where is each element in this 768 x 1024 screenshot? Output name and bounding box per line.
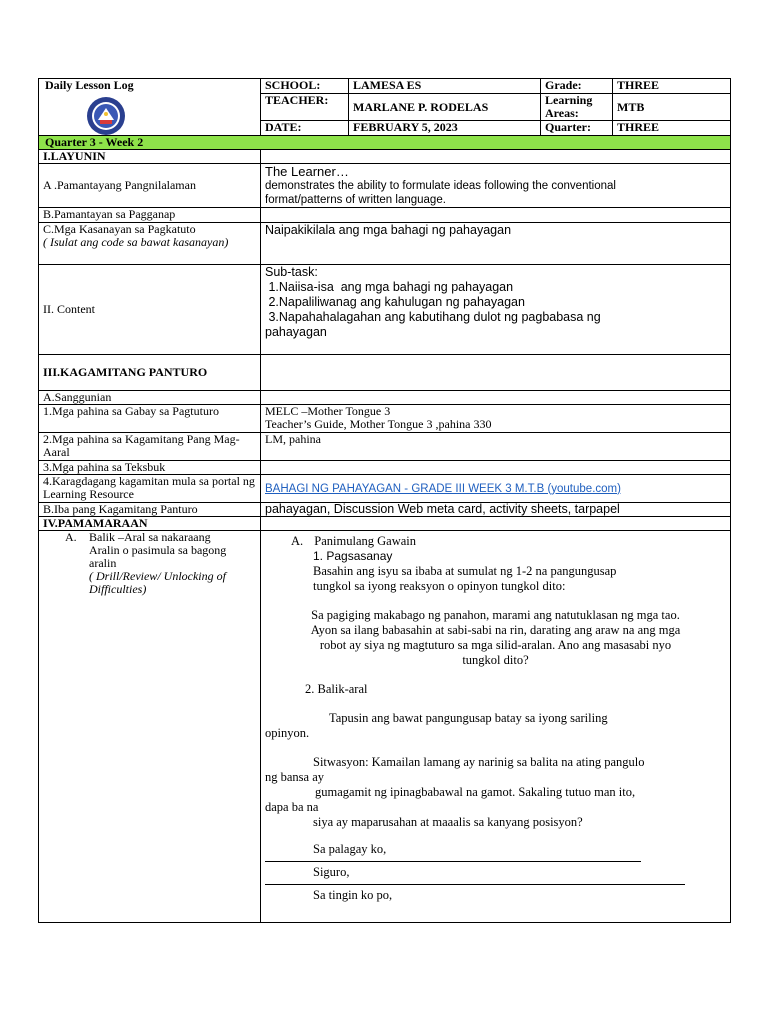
step-1-text-2: tungkol sa iyong reaksyon o opinyon tungkol dito: [313, 579, 566, 593]
kasanayan-label: C.Mga Kasanayan sa Pagkatuto [43, 222, 196, 236]
quarter-value: THREE [613, 121, 731, 136]
youtube-link[interactable]: BAHAGI NG PAHAYAGAN - GRADE III WEEK 3 M.T.B (youtube.com) [265, 482, 621, 495]
gabay-line-2: Teacher’s Guide, Mother Tongue 3 ,pahina 330 [265, 417, 492, 431]
balik-note: ( Drill/Review/ Unlocking of Difficulties) [89, 569, 226, 596]
balik-cell [39, 531, 261, 923]
date-value: FEBRUARY 5, 2023 [349, 121, 541, 136]
palagay-answer-line[interactable] [265, 861, 641, 862]
sitwasyon-line-1: Sitwasyon: Kamailan lamang ay narinig sa balita na ating pangulo [313, 755, 645, 769]
teksbuk-label: 3.Mga pahina sa Teksbuk [39, 461, 261, 475]
sitwasyon-line-2: ng bansa ay [265, 770, 325, 784]
teacher-value: MARLANE P. RODELAS [349, 94, 541, 121]
lesson-table [38, 78, 731, 923]
learning-label: Learning Areas: [541, 94, 613, 121]
pamantayang-label: A .Pamantayang Pangnilalaman [39, 164, 261, 208]
procedure-cell [261, 531, 731, 923]
balik-letter: A. [65, 530, 77, 544]
content-line-3: 3.Napahahalagahan ang kabutihang dulot ng pagbabasa ng [265, 310, 601, 324]
sitwasyon-line-4: dapa ba na [265, 800, 319, 814]
sitwasyon-line-5: siya ay maparusahan at maaalis sa kanyang posisyon? [313, 815, 583, 829]
pamantayang-value [261, 164, 731, 208]
deped-seal-logo [86, 96, 126, 136]
pamamaraan-heading: IV.PAMAMARAAN [39, 517, 261, 531]
layunin-heading: I.LAYUNIN [39, 150, 261, 164]
iba-value: pahayagan, Discussion Web meta card, activity sheets, tarpapel [261, 503, 731, 517]
mag-aaral-label: 2.Mga pahina sa Kagamitang Pang Mag-Aaral [39, 433, 261, 461]
kasanayan-note: ( Isulat ang code sa bawat kasanayan) [43, 235, 229, 249]
procedure-heading-row [265, 534, 726, 549]
mag-aaral-value: LM, pahina [261, 433, 731, 461]
quarter-week-banner: Quarter 3 - Week 2 [39, 136, 731, 150]
procedure-letter: A. [291, 534, 304, 548]
school-label: SCHOOL: [261, 79, 349, 94]
step-2-title: 2. Balik-aral [305, 682, 368, 696]
pamantayang-line-2: demonstrates the ability to formulate ideas following the conventional [265, 180, 616, 192]
learning-value: MTB [613, 94, 731, 121]
content-label: II. Content [39, 265, 261, 355]
quarter-label: Quarter: [541, 121, 613, 136]
kasanayan-value: Naipakikilala ang mga bahagi ng pahayagan [261, 223, 731, 265]
content-value [261, 265, 731, 355]
content-subtask: Sub-task: [265, 265, 318, 279]
paragraph-line-1: Sa pagiging makabago ng panahon, marami ang natutuklasan ng mga tao. [311, 608, 680, 622]
content-line-4: pahayagan [265, 325, 327, 339]
palagay-line: Sa palagay ko, [313, 842, 387, 856]
gabay-label: 1.Mga pahina sa Gabay sa Pagtuturo [39, 405, 261, 433]
iba-label: B.Iba pang Kagamitang Panturo [39, 503, 261, 517]
pagganap-label: B.Pamantayan sa Pagganap [39, 208, 261, 223]
pamantayang-line-3: format/patterns of written language. [265, 194, 446, 206]
grade-value: THREE [613, 79, 731, 94]
tapusin-line-2: opinyon. [265, 726, 310, 740]
kasanayan-cell [39, 223, 261, 265]
sitwasyon-line-3: gumagamit ng ipinagbabawal na gamot. Sakaling tutuo man ito, [315, 785, 636, 799]
content-line-2: 2.Napaliliwanag ang kahulugan ng pahayagan [265, 295, 525, 309]
balik-label: Balik –Aral sa nakaraang Aralin o pasimula sa bagong aralin [89, 530, 227, 570]
gabay-value [261, 405, 731, 433]
lesson-log [38, 78, 730, 923]
pamantayang-line-1: The Learner… [265, 164, 349, 179]
gabay-line-1: MELC –Mother Tongue 3 [265, 404, 391, 418]
tapusin-line-1: Tapusin ang bawat pangungusap batay sa iyong sariling [329, 711, 608, 725]
step-1-text-1: Basahin ang isyu sa ibaba at sumulat ng 1-2 na pangungusap [313, 564, 617, 578]
content-line-1: 1.Naiisa-isa ang mga bahagi ng pahayagan [265, 280, 514, 294]
school-value: LAMESA ES [349, 79, 541, 94]
siguro-answer-line[interactable] [265, 884, 685, 885]
karagdagan-label: 4.Karagdagang kagamitan mula sa portal ng Learning Resource [39, 475, 261, 503]
teacher-label: TEACHER: [261, 94, 349, 121]
paragraph-line-2: Ayon sa ilang babasahin at sabi-sabi na rin, darating ang araw na ang mga [310, 623, 681, 637]
date-label: DATE: [261, 121, 349, 136]
paragraph-line-3: robot ay siya ng magtuturo sa mga silid-aralan. Ano ang masasabi nyo [319, 638, 672, 652]
siguro-line: Siguro, [313, 865, 350, 879]
paragraph-line-4: tungkol dito? [462, 653, 529, 667]
procedure-heading: Panimulang Gawain [314, 534, 416, 548]
karagdagan-cell [261, 475, 731, 503]
step-1-title: 1. Pagsasanay [313, 549, 393, 563]
grade-label: Grade: [541, 79, 613, 94]
doc-title: Daily Lesson Log [39, 79, 261, 136]
tingin-line: Sa tingin ko po, [313, 888, 393, 902]
sanggunian-label: A.Sanggunian [39, 391, 261, 405]
kagamitan-heading: III.KAGAMITANG PANTURO [39, 355, 261, 391]
